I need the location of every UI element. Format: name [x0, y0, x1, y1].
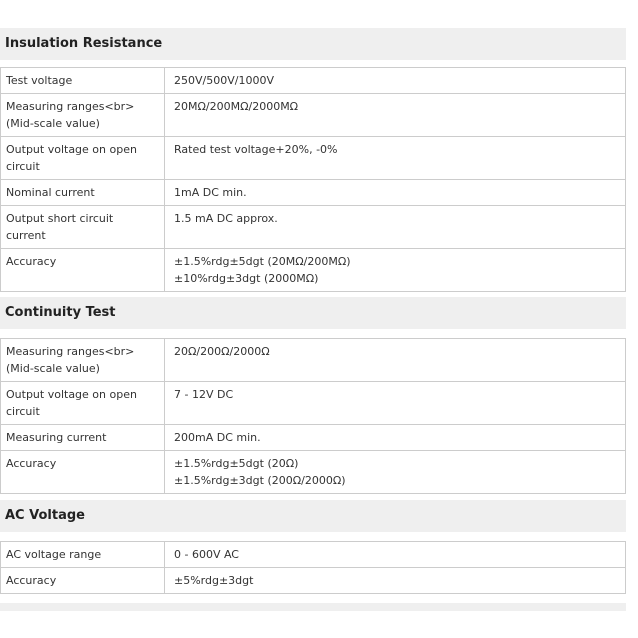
table-row — [1, 137, 626, 180]
row-label: Output short circuit current — [1, 206, 165, 249]
row-value: Rated test voltage+20%, -0% — [165, 137, 626, 180]
row-value: 250V/500V/1000V — [165, 68, 626, 94]
section-ac-voltage — [0, 500, 626, 532]
row-label: Measuring ranges<br> (Mid-scale value) — [1, 94, 165, 137]
row-value: ±1.5%rdg±5dgt (20Ω) ±1.5%rdg±3dgt (200Ω/2000Ω) — [165, 451, 626, 494]
spec-table-continuity-test — [0, 338, 626, 494]
row-value: 7 - 12V DC — [165, 382, 626, 425]
row-label: Output voltage on open circuit — [1, 382, 165, 425]
spec-table-insulation-resistance — [0, 67, 626, 292]
table-row — [1, 94, 626, 137]
spec-table-ac-voltage — [0, 541, 626, 594]
row-label: Accuracy — [1, 568, 165, 594]
table-row — [1, 339, 626, 382]
row-value: 0 - 600V AC — [165, 542, 626, 568]
row-label: AC voltage range — [1, 542, 165, 568]
row-label: Accuracy — [1, 249, 165, 292]
table-row — [1, 206, 626, 249]
section-title: Continuity Test — [0, 297, 626, 329]
row-value: 20MΩ/200MΩ/2000MΩ — [165, 94, 626, 137]
table-row — [1, 568, 626, 594]
row-value: 1mA DC min. — [165, 180, 626, 206]
table-row — [1, 180, 626, 206]
table-row — [1, 68, 626, 94]
row-value: ±1.5%rdg±5dgt (20MΩ/200MΩ) ±10%rdg±3dgt (2000MΩ) — [165, 249, 626, 292]
row-value: ±5%rdg±3dgt — [165, 568, 626, 594]
row-label: Nominal current — [1, 180, 165, 206]
table-row — [1, 542, 626, 568]
section-title: AC Voltage — [0, 500, 626, 532]
row-value: 200mA DC min. — [165, 425, 626, 451]
table-row — [1, 451, 626, 494]
table-row — [1, 249, 626, 292]
next-section-bar — [0, 603, 626, 611]
row-value: 1.5 mA DC approx. — [165, 206, 626, 249]
row-value: 20Ω/200Ω/2000Ω — [165, 339, 626, 382]
table-row — [1, 425, 626, 451]
row-label: Accuracy — [1, 451, 165, 494]
row-label: Test voltage — [1, 68, 165, 94]
section-title: Insulation Resistance — [0, 28, 626, 60]
row-label: Output voltage on open circuit — [1, 137, 165, 180]
row-label: Measuring ranges<br> (Mid-scale value) — [1, 339, 165, 382]
row-label: Measuring current — [1, 425, 165, 451]
section-insulation-resistance — [0, 28, 626, 60]
section-continuity-test — [0, 297, 626, 329]
table-row — [1, 382, 626, 425]
